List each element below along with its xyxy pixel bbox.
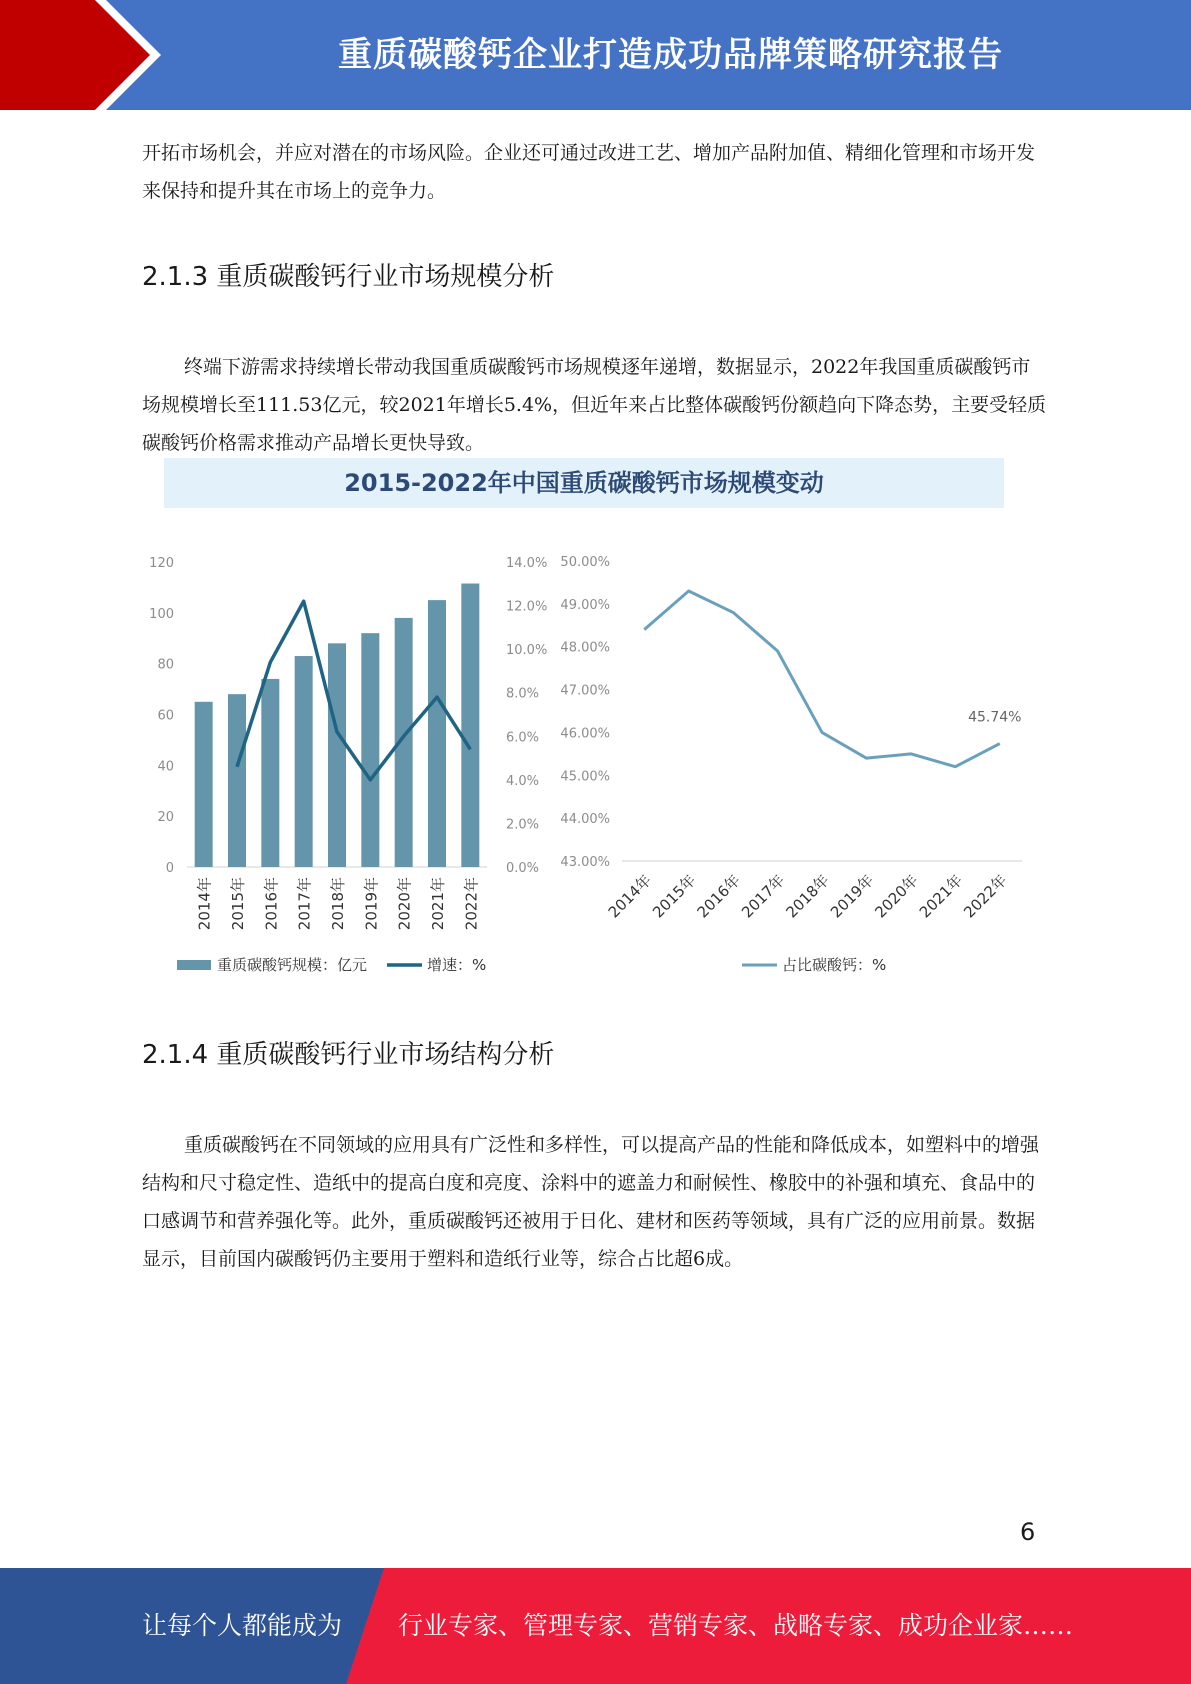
right-y-tick-label: 8.0% [506,686,540,702]
right-chart-y-tick-label: 49.00% [560,597,610,613]
right-chart-y-tick-label: 45.00% [560,769,610,785]
x-tick-label: 2022年 [462,877,481,931]
right-chart-y-tick-label: 43.00% [560,855,610,870]
paragraph-market-size: 终端下游需求持续增长带动我国重质碳酸钙市场规模逐年递增，数据显示，2022年我国重质碳酸钙市场规模增长至111.53亿元，较2021年增长5.4%，但近年来占比整体碳酸钙份额趋向下降态势，主要受轻质碳酸钙价格需求推动产品增长更快导致。 [142,356,1047,454]
bar-2017年 [295,656,313,867]
share-line [644,591,1000,767]
bar-2018年 [328,643,346,867]
right-chart-x-tick-label: 2016年 [693,871,744,922]
right-y-tick-label: 6.0% [506,730,540,746]
left-y-tick-label: 0 [165,861,174,876]
left-y-tick-label: 20 [157,810,174,826]
chart-title: 2015-2022年中国重质碳酸钙市场规模变动 [344,469,824,497]
right-y-tick-label: 2.0% [506,817,540,833]
right-chart-x-tick-label: 2015年 [649,871,700,922]
bar-2014年 [195,702,213,867]
section-heading-2-1-4: 2.1.4 重质碳酸钙行业市场结构分析 [142,1040,555,1070]
right-chart-x-tick-label: 2020年 [871,871,922,922]
bar-2019年 [361,633,379,867]
x-tick-label: 2015年 [229,877,247,931]
bar-2021年 [428,600,446,867]
left-y-tick-label: 120 [149,556,174,571]
x-tick-label: 2019年 [362,877,381,931]
page-header [0,0,1191,110]
x-tick-label: 2016年 [262,877,281,931]
right-chart-share-line [560,555,1022,974]
legend-share-label: 占比碳酸钙：% [782,956,887,974]
paragraph-intro: 开拓市场机会，并应对潜在的市场风险。企业还可通过改进工艺、增加产品附加值、精细化管理和市场开发来保持和提升其在市场上的竞争力。 [142,142,1036,202]
right-chart-x-tick-label: 2021年 [915,871,967,922]
right-chart-x-tick-label: 2014年 [604,871,656,922]
right-chart-y-tick-label: 48.00% [560,640,610,656]
bar-2016年 [261,679,279,867]
right-chart-x-tick-label: 2019年 [826,871,878,922]
x-tick-label: 2021年 [429,877,447,931]
chart-svg [142,456,1042,986]
left-y-tick-label: 100 [149,606,174,622]
section-heading-2-1-3: 2.1.3 重质碳酸钙行业市场规模分析 [142,262,555,292]
bar-2015年 [228,694,246,867]
right-chart-x-tick-label: 2018年 [782,871,833,922]
page-footer [0,1568,1191,1684]
left-y-tick-label: 80 [157,657,174,673]
share-data-label: 45.74% [968,709,1022,726]
legend-bar-swatch [177,960,211,970]
right-y-tick-label: 0.0% [506,861,540,876]
right-chart-y-tick-label: 46.00% [560,726,610,742]
right-chart-y-tick-label: 44.00% [560,812,610,828]
right-chart-y-tick-label: 50.00% [560,555,610,570]
left-y-tick-label: 40 [157,759,174,775]
right-chart-y-tick-label: 47.00% [560,683,610,699]
left-y-tick-label: 60 [157,708,174,724]
right-y-tick-label: 4.0% [506,773,540,789]
right-chart-x-tick-label: 2022年 [960,871,1011,922]
legend-bar-label: 重质碳酸钙规模：亿元 [217,956,368,974]
right-y-tick-label: 14.0% [506,556,548,571]
legend-line-label: 增速：% [427,956,487,974]
chart-figure [142,456,1042,986]
paragraph-market-structure: 重质碳酸钙在不同领域的应用具有广泛性和多样性，可以提高产品的性能和降低成本，如塑料中的增强结构和尺寸稳定性、造纸中的提高白度和亮度、涂料中的遮盖力和耐候性、橡胶中的补强和填充、食品中的口感调节和营养强化等。此外，重质碳酸钙还被用于日化、建材和医药等领域，具有广泛的应用前景。数据显示，目前国内碳酸钙仍主要用于塑料和造纸行业等，综合占比超6成。 [142,1134,1040,1270]
right-y-tick-label: 12.0% [506,599,548,615]
footer-slogan-left: 让每个人都能成为 [142,1611,343,1640]
x-tick-label: 2020年 [395,877,414,931]
footer-slogan-right: 行业专家、管理专家、营销专家、战略专家、成功企业家…… [398,1611,1074,1640]
x-tick-label: 2018年 [329,877,347,931]
left-chart-bar-line [149,556,547,974]
page-title: 重质碳酸钙企业打造成功品牌策略研究报告 [338,35,1003,75]
bar-2022年 [461,584,479,867]
page-number: 6 [1020,1518,1036,1546]
x-tick-label: 2017年 [295,877,314,931]
right-chart-x-tick-label: 2017年 [738,871,789,922]
right-y-tick-label: 10.0% [506,643,548,659]
x-tick-label: 2014年 [195,877,214,931]
